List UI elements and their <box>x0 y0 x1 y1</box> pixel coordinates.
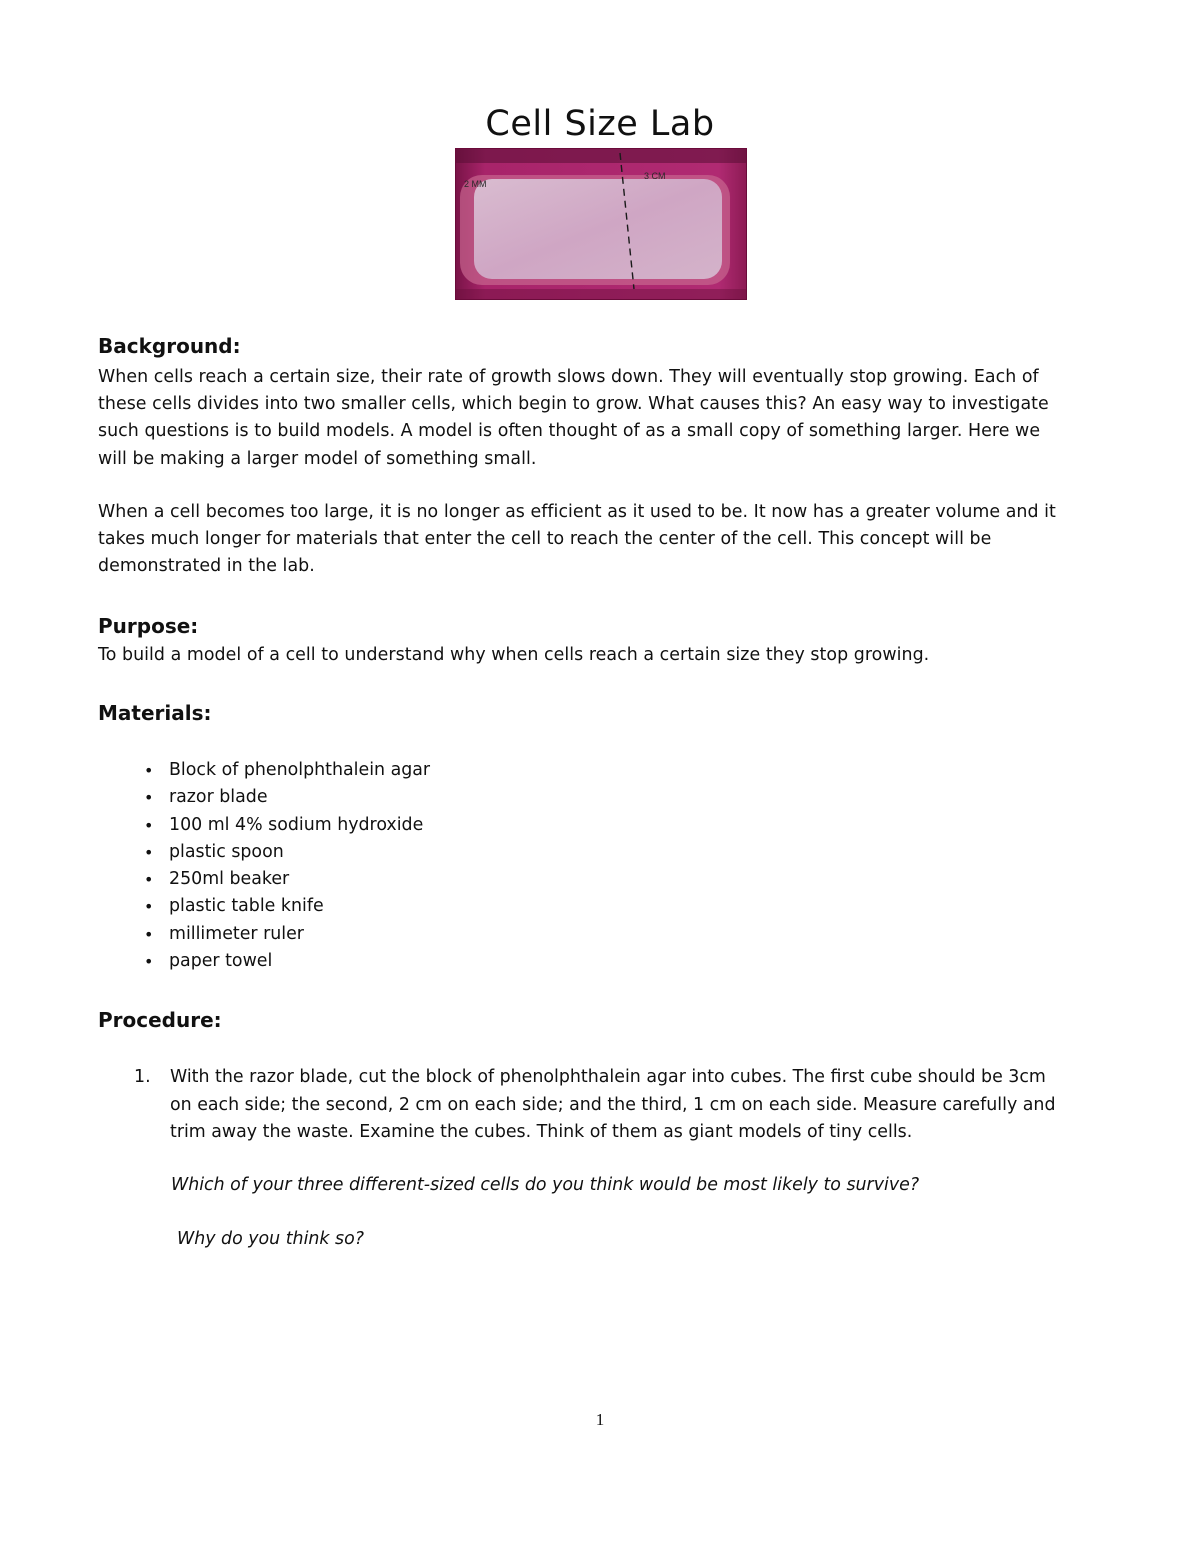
list-item <box>98 921 430 948</box>
background-paragraph-2 <box>98 499 1108 581</box>
background-paragraph-1 <box>98 364 1108 473</box>
list-item <box>98 948 430 975</box>
bullet-icon: • <box>144 897 154 917</box>
agar-block-photo <box>455 148 747 300</box>
purpose-text <box>98 642 1108 669</box>
materials-heading: Materials: <box>98 701 212 725</box>
list-item-label: Block of phenolphthalein agar <box>169 760 431 780</box>
step-text <box>170 1064 1120 1147</box>
text-line: To build a model of a cell to understand why when cells reach a certain size they stop growing. <box>98 645 930 665</box>
text-line: takes much longer for materials that enter the cell to reach the center of the cell. This concept will be <box>98 529 992 550</box>
bullet-icon: • <box>144 952 154 972</box>
bullet-icon: • <box>144 788 154 808</box>
text-line: With the razor blade, cut the block of phenolphthalein agar into cubes. The first cube should be 3cm <box>170 1067 1046 1087</box>
text-line: When cells reach a certain size, their rate of growth slows down. They will eventually stop growing. Each of <box>98 367 1039 387</box>
bullet-icon: • <box>144 924 154 944</box>
list-item <box>98 893 430 920</box>
text-line: will be making a larger model of something small. <box>98 448 537 469</box>
procedure-heading: Procedure: <box>98 1008 222 1032</box>
figure-label-left: 2 MM <box>464 179 487 189</box>
list-item-label: razor blade <box>169 787 268 808</box>
list-item <box>98 839 430 866</box>
text-line: When a cell becomes too large, it is no longer as efficient as it used to be. It now has a greater volume and it <box>98 502 1056 522</box>
list-item <box>98 866 430 893</box>
agar-block-image <box>456 149 747 300</box>
bullet-icon: • <box>144 815 154 835</box>
list-item <box>98 812 430 839</box>
list-item-label: plastic table knife <box>169 896 324 917</box>
bullet-icon: • <box>144 842 154 862</box>
list-item-label: 100 ml 4% sodium hydroxide <box>169 814 424 835</box>
text-line: on each side; the second, 2 cm on each side; and the third, 1 cm on each side. Measure carefully and <box>170 1094 1056 1115</box>
text-line: such questions is to build models. A model is often thought of as a small copy of something larger. Here we <box>98 421 1041 442</box>
text-line: trim away the waste. Examine the cubes. Think of them as giant models of tiny cells. <box>170 1122 913 1143</box>
list-item <box>98 757 430 784</box>
page-number: 1 <box>595 1410 605 1429</box>
background-heading: Background: <box>98 334 241 358</box>
text-line: demonstrated in the lab. <box>98 556 315 577</box>
materials-list <box>98 757 430 975</box>
step-number: 1. <box>134 1067 151 1087</box>
page-title: Cell Size Lab <box>485 104 715 144</box>
list-item-label: millimeter ruler <box>169 923 304 944</box>
bullet-icon: • <box>144 761 154 780</box>
list-item <box>98 784 430 811</box>
bullet-icon: • <box>144 870 154 890</box>
figure-label-right: 3 CM <box>644 171 666 181</box>
purpose-heading: Purpose: <box>98 614 199 638</box>
list-item-label: plastic spoon <box>169 841 284 862</box>
list-item-label: 250ml beaker <box>169 869 290 890</box>
list-item-label: paper towel <box>169 951 273 972</box>
text-line: these cells divides into two smaller cells, which begin to grow. What causes this? An easy way to investigate <box>98 394 1049 415</box>
question-why: Why do you think so? <box>177 1229 364 1249</box>
question-survival: Which of your three different-sized cells do you think would be most likely to survive? <box>171 1175 920 1195</box>
